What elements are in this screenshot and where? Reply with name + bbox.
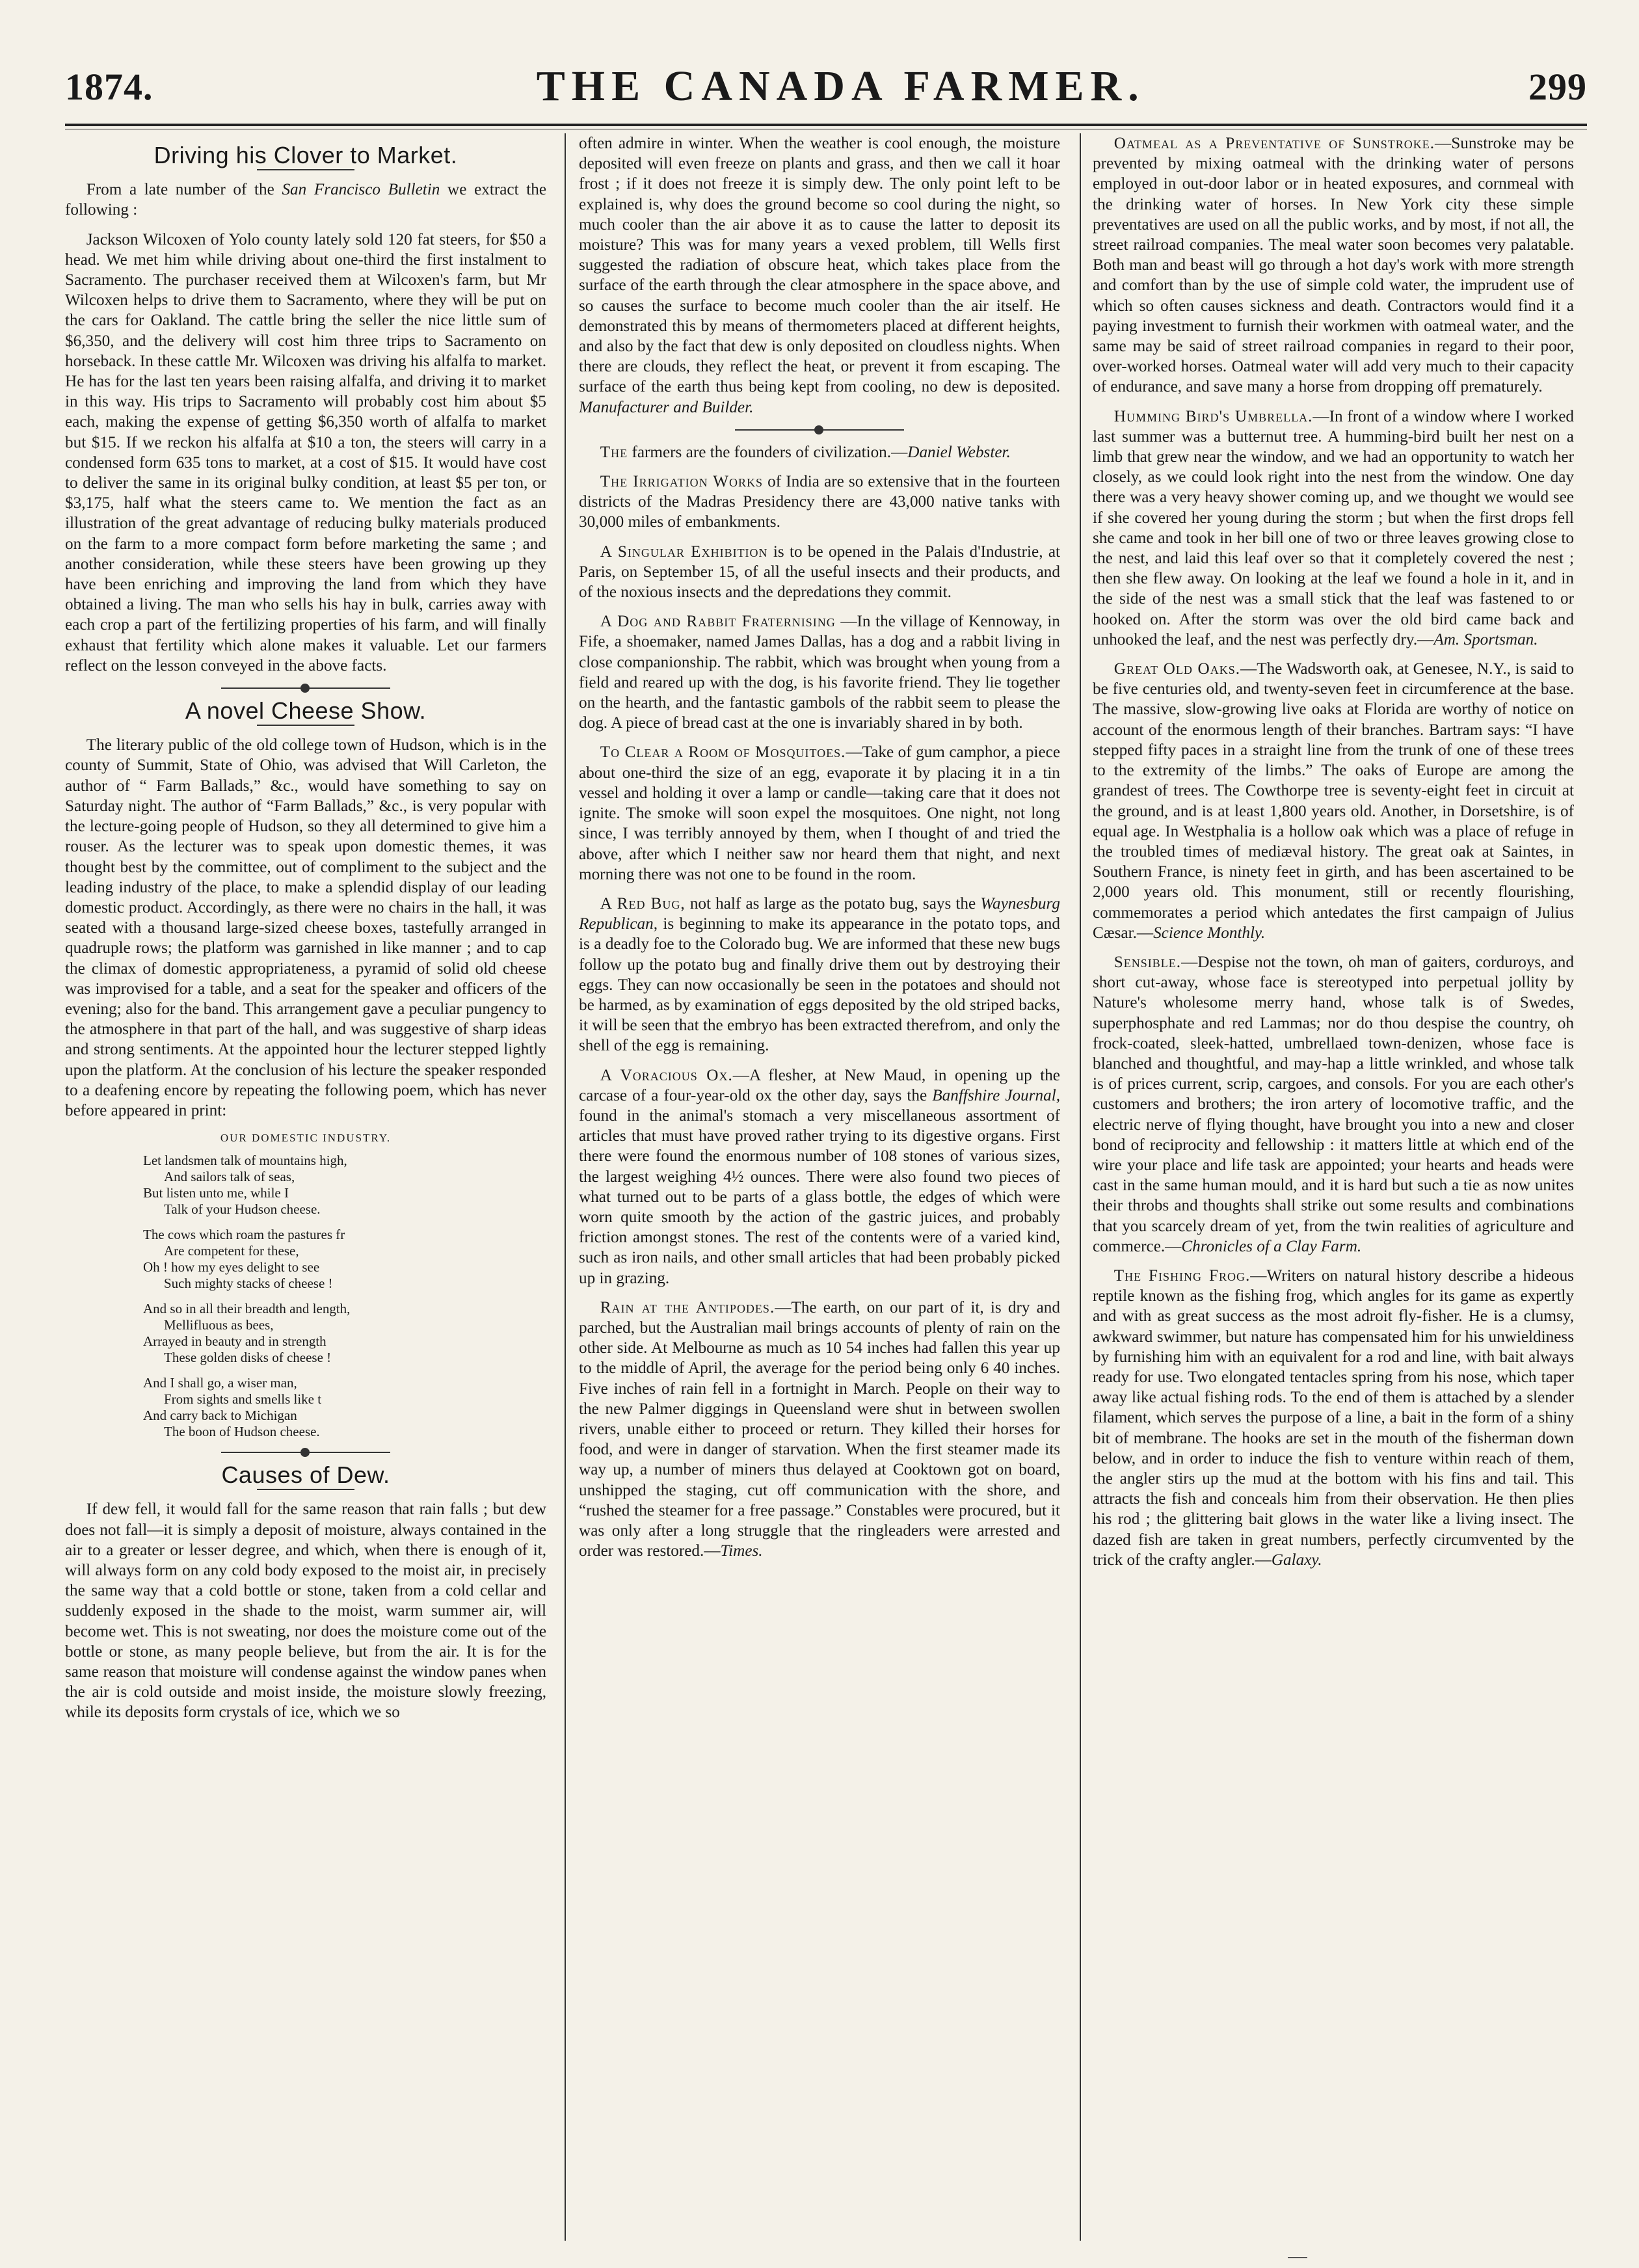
page-number: 299: [1528, 65, 1587, 108]
item-exhibition: A Singular Exhibition is to be opened in the Palais d'Industrie, at Paris, on September 15, of all the useful insects and their products, and of the noxious insects and the depredations they commit.: [579, 542, 1060, 602]
title-rule: [257, 1489, 354, 1490]
column-divider-1: [565, 133, 566, 2241]
item-humming-bird: Humming Bird's Umbrella.—In front of a window where I worked last summer was a butternut tree. A humming-bird built her nest on a limb that grew near the window, and we had an opportunity to watch her closely, as we could look right into the nest from the window. One day there was a very heavy shower coming up, and we thought we would see if she covered her young during the storm ; but when the first drops fell she came and took in her bill one of two or three leaves growing close to the nest, and laid this leaf over so that it completely covered the nest ; then she flew away. On looking at the leaf we found a hole in it, and in the side of the nest was a small stick that the leaf was fastened to or hooked on. After the storm was over the old bird came back and unhooked the leaf, and the nest was perfectly dry.—Am. Sportsman.: [1093, 407, 1574, 648]
dew-body: If dew fell, it would fall for the same reason that rain falls ; but dew does not fall—it is simply a deposit of moisture, always contained in the air to a greater or lesser degree, and which, when there is enough of it, will always form on any cold body exposed to the moist air, in precisely the same way that a cold bottle or stone, taken from a cold cellar and suddenly exposed in the shade to the moist, warm summer air, will become wet. This is not sweating, nor does the moisture come out of the bottle or stone, as many people believe, but from the air. It is for the same reason that moisture will condense against the window panes when the air is cold outside and moist inside, the moisture slowly freezing, while its deposits form crystals of ice, which we so: [65, 1501, 546, 1722]
article-title-cheese: A novel Cheese Show.: [185, 697, 427, 725]
column-3: [1093, 133, 1574, 2241]
poem-stanza: Let landsmen talk of mountains high, And sailors talk of seas, But listen unto me, while I Talk of your Hudson cheese.: [143, 1153, 347, 1218]
issue-year: 1874.: [65, 65, 153, 108]
item-irrigation: The Irrigation Works of India are so extensive that in the fourteen districts of the Madras Presidency there are 43,000 native tanks with 30,000 miles of embankments.: [579, 473, 1060, 531]
poem-stanza: And I shall go, a wiser man, From sights and smells like t And carry back to Michigan The boon of Hudson cheese.: [143, 1375, 322, 1440]
poem-stanza: And so in all their breadth and length, Mellifluous as bees, Arrayed in beauty and in strength These golden disks of cheese !: [143, 1301, 351, 1366]
article-separator: [221, 687, 390, 689]
dew-continued: often admire in winter. When the weather is cool enough, the moisture deposited will even freeze on plants and grass, and then we call it hoar frost ; if it does not freeze it is simply dew. The only point left to be explained is, why does the ground become so cool during the night, so much cooler than the air above it as to cause the latter to deposit its moisture? This was for many years a vexed problem, till Wells first suggested the radiation of obscure heat, which takes place from the surface of the earth through the clear atmosphere in the space above, and so causes the surface to become much cooler than the air itself. He demonstrated this by means of thermometers placed at different heights, and also by the fact that dew is only deposited on cloudless nights. When there are clouds, they reflect the heat, or prevent it from escaping. The surface of the earth thus being kept from cooling, no dew is deposited. Manufacturer and Builder.: [579, 135, 1060, 416]
item-great-oaks: Great Old Oaks.—The Wadsworth oak, at Genesee, N.Y., is said to be five centuries old, and twenty-seven feet in circumference at the base. The massive, slow-growing live oaks at Florida are worthy of notice on account of the enormous length of their branches. Bartram says: “I have stepped fifty paces in a straight line from the trunk of one of these trees to the extremity of the limbs.” The oaks of Europe are among the grandest of trees. The Cowthorpe tree is seventy-eight feet in circuit at the ground, and is at least 1,800 years old. Another, in Dorsetshire, is of equal age. In Westphalia is a hollow oak which was a place of refuge in the troubled times of mediæval history. The great oak at Saintes, in Southern France, is ninety feet in girth, and has been ascertained to be 2,000 years old. This monument, still or recently flourishing, commemorates a period which antedates the first campaign of Julius Cæsar.—Science Monthly.: [1093, 660, 1574, 942]
item-red-bug: A Red Bug, not half as large as the potato bug, says the Waynesburg Republican, is beginning to make its appearance in the potato tops, and is a deadly foe to the Colorado bug. We are informed that these new bugs follow up the potato bug and finally drive them out by destroying their eggs. They can now occasionally be seen in the potatoes and should not be harmed, as by examination of eggs deposited by the old striped backs, it will be seen that the embryo has been extracted therefrom, and only the shell of the egg is remaining.: [579, 894, 1060, 1055]
article-separator: [221, 1452, 390, 1453]
masthead-rule: [65, 124, 1587, 126]
poem-title: OUR DOMESTIC INDUSTRY.: [220, 1132, 392, 1145]
item-sensible: Sensible.—Despise not the town, oh man of gaiters, corduroys, and short cut-away, whose face is stereotyped into perpetual jollity by Nature's wholesome merry hand, whose talk is of Swedes, superphosphate and red Lammas; nor do thou despise the country, oh frock-coated, sleek-hatted, umbrellaed town-denizen, whose face is blanched and thoughtful, and may-hap a little wrinkled, and whose talk is of prices current, scrip, cargoes, and consols. For you are each other's customers and brothers; the iron artery of locomotive traffic, and the electric nerve of flying thought, have brought you into a new and closer bond of reciprocity and fellowship : it matters little at which end of the wire your place and life task are appointed; your hearts and heads were cast in the same human mould, and it is hard but such a tie as now unites their throbs and thoughts shall strike out some results and combinations that you scarcely dream of yet, from the twin realities of agriculture and commerce.—Chronicles of a Clay Farm.: [1093, 953, 1574, 1255]
cheese-body: The literary public of the old college town of Hudson, which is in the county of Summit, State of Ohio, was advised that Will Carleton, the author of “ Farm Ballads,” &c., would have something to say on Saturday night. The author of “Farm Ballads,” &c., is very popular with the lecture-going people of Hudson, so they all determined to give him a rouser. As the lecturer was to speak upon domestic themes, it was thought best by the committee, out of compliment to the subject and the leading industry of the place, to make a splendid display of our leading domestic product. Accordingly, as there were no chairs in the hall, it was seated with a thousand large-sized cheese boxes, tastefully arranged in quadruple rows; the platform was garnished in like manner ; and to cap the climax of domestic appropriateness, a pyramid of solid old cheese was improvised for a table, and a seat for the speaker and officers of the evening; also for the band. This arrangement gave a peculiar pungency to the atmosphere in that part of the hall, and was suggestive of sharp ideas and strong sentiments. At the appointed hour the lecturer stepped lightly upon the platform. At the conclusion of his lecture the speaker responded to a deafening encore by repeating the following poem, which has never before appeared in print:: [65, 736, 546, 1119]
title-rule: [257, 169, 354, 170]
footer-mark: [1288, 2257, 1307, 2258]
column-2: [579, 133, 1060, 2241]
title-rule: [257, 725, 354, 726]
item-fishing-frog: The Fishing Frog.—Writers on natural history describe a hideous reptile known as the fishing frog, which angles for its game as expertly and with as great success as the most adroit fly-fisher. He is a clumsy, awkward swimmer, but nature has compensated him for his unwieldiness by furnishing him with an equivalent for a rod and line, with bait always ready for use. Two elongated tentacles spring from his nose, which taper away like actual fishing rods. To the end of them is attached by a slender filament, which serves the purpose of a line, a bait in the form of a shiny bit of membrane. The hooks are set in the mouth of the fisherman down below, and in order to induce the fish to venture within reach of them, the angler stirs up the mud at the bottom with his fins and tail. This attracts the fish and conceals him from their observation. He then plies his rod ; the glittering bait glows in the water like a living insect. The dazed fish are taken in great numbers, perfectly circumvented by the trick of the crafty angler.—Galaxy.: [1093, 1266, 1574, 1569]
item-dog-rabbit: A Dog and Rabbit Fraternising —In the village of Kennoway, in Fife, a shoemaker, named James Dallas, has a dog and a rabbit living in close companionship. The rabbit, which was brought when young from a field and reared up with the dog, is his favorite friend. They lie together on the hearth, and the fantastic gambols of the rabbit seem to please the dog. A piece of bread cast at the one is invariably shared in by both.: [579, 613, 1060, 732]
poem: [143, 1130, 546, 1440]
article-title-dew: Causes of Dew.: [221, 1461, 390, 1489]
item-oatmeal: Oatmeal as a Preventative of Sunstroke.—Sunstroke may be prevented by mixing oatmeal with the drinking water of persons employed in out-door labor or in heated exposures, and cornmeal with the drinking water of horses. In New York city these simple preventatives are used on all the public works, and by most, if not all, the street railroad companies. The meal water soon becomes very palatable. Both man and beast will go through a hot day's work with more strength and comfort than by the use of simple cold water, the imprudent use of which so often causes sickness and death. Contractors would find it a paying investment to furnish their workmen with oatmeal water, and the same may be said of street railroad companies in regard to their poor, over-worked horses. Oatmeal water will add very much to their capacity of endurance, and save many a horse from dropping off prematurely.: [1093, 135, 1574, 396]
column-divider-2: [1080, 133, 1081, 2241]
poem-stanza: The cows which roam the pastures fr Are competent for these, Oh ! how my eyes delight to see Such mighty stacks of cheese !: [143, 1227, 345, 1292]
clover-intro: From a late number of the San Francisco Bulletin we extract the following :: [65, 181, 546, 219]
column-1: [65, 133, 546, 2241]
item-rain-antipodes: Rain at the Antipodes.—The earth, on our part of it, is dry and parched, but the Australian mail brings accounts of plenty of rain on the other side. At Melbourne as much as 10 54 inches had fallen this year up to the middle of April, the average for the period being only 6 40 inches. Five inches of rain fell in a fortnight in March. People on their way to the new Palmer diggings in Queensland were shut in between swollen rivers, unable either to proceed or return. They killed their horses for food, and were in danger of starvation. When the first steamer made its way up, a number of miners thus delayed at Cooktown got on board, unshipped the staging, cut off communication with the shore, and “rushed the steamer for a free passage.” Constables were procured, but it was only after a long struggle that the ringleaders were arrested and order was restored.—Times.: [579, 1298, 1060, 1560]
item-voracious-ox: A Voracious Ox.—A flesher, at New Maud, in opening up the carcase of a four-year-old ox the other day, says the Banffshire Journal, found in the animal's stomach a very miscellaneous assortment of articles that must have proved rather trying to its digestive organs. First there were found the enormous number of 108 stones of various sizes, the largest weighing 4½ ounces. There were also found two pieces of what turned out to be parts of a glass bottle, the edges of which were worn quite smooth by the action of the gastric juices, and probably friction amongst stones. The rest of the contents were of a varied kind, such as iron nails, and other small articles that had been probably picked up in grazing.: [579, 1066, 1060, 1287]
masthead: [65, 51, 1587, 122]
item-farmers: The farmers are the founders of civilization.—Daniel Webster.: [600, 443, 1011, 461]
article-title-clover: Driving his Clover to Market.: [153, 142, 458, 168]
publication-title: THE CANADA FARMER.: [536, 62, 1145, 110]
article-separator: [735, 429, 904, 431]
item-mosquitoes: To Clear a Room of Mosquitoes.—Take of gum camphor, a piece about one-third the size of an egg, evaporate it by placing it in a tin vessel and holding it over a lamp or candle—taking care that it does not ignite. The smoke will soon expel the mosquitoes. One night, not long since, I was terribly annoyed by them, when I thought of and tried the above, after which I neither saw nor heard them that night, and next morning there was not one to be found in the room.: [579, 743, 1060, 883]
clover-body: Jackson Wilcoxen of Yolo county lately sold 120 fat steers, for $50 a head. We met him while driving about one-third the first instalment to Sacramento. The purchaser received them at Wilcoxen's farm, but Mr Wilcoxen helps to drive them to Sacramento, where they will be put on the cars for Oakland. The cattle bring the seller the nice little sum of $6,350, and the delivery will cost him three trips to Sacramento on horseback. In these cattle Mr. Wilcoxen was driving his alfalfa to market. He has for the last ten years been raising alfalfa, and driving it to market in this way. His trips to Sacramento will probably cost him about $5 each, making the expense of getting $6,350 worth of alfalfa to market but $15. If we reckon his alfalfa at $10 a ton, the steers will carry in a condensed form 635 tons to market, at a cost of $15. It would have cost to deliver the same in its original bulky condition, at least $5 per ton, or $3,175, half what the steers came to. We mention the fact as an illustration of the great advantage of reducing bulky materials produced on the farm to a more compact form before marketing the same ; and another consideration, while these steers have been growing up they have been enriching and improving the land from which they have obtained a living. The man who sells his hay in bulk, carries away with each crop a part of the fertilizing properties of his farm, and will finally exhaust that fertility which alone makes it valuable. Let our farmers reflect on the lesson conveyed in the above facts.: [65, 230, 546, 674]
